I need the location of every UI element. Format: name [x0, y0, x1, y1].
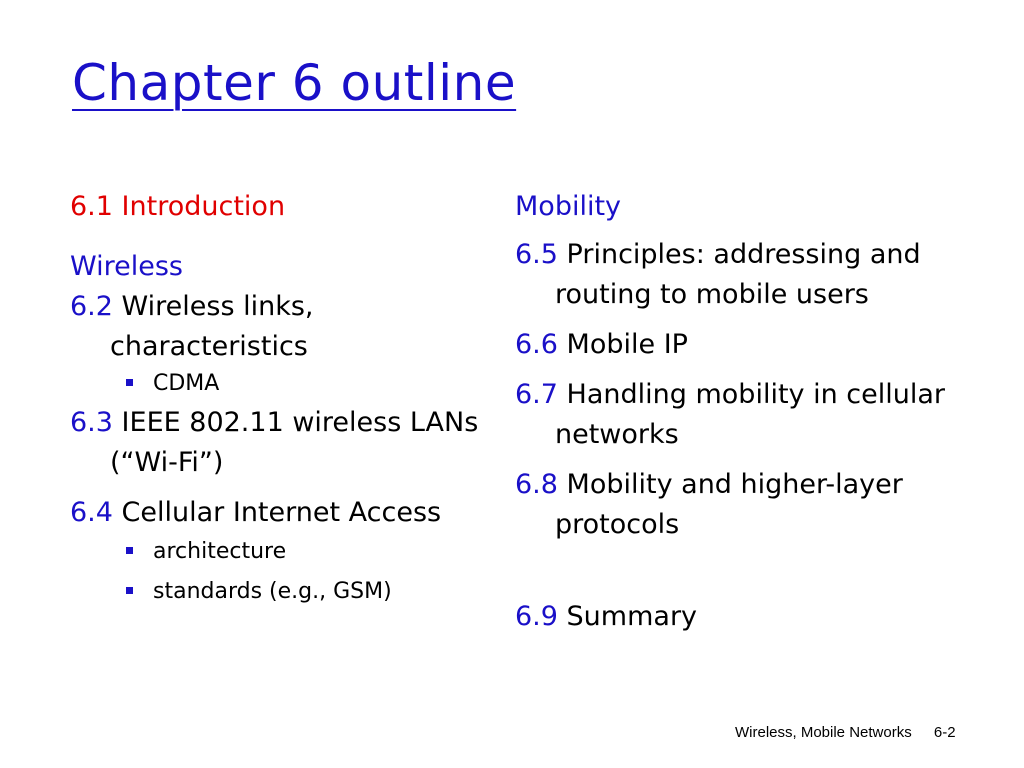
right-column	[515, 187, 985, 637]
section-label: Mobility and higher-layer protocols	[555, 469, 903, 540]
section-6-2	[70, 287, 440, 367]
square-bullet-icon	[126, 587, 133, 594]
section-label: Handling mobility in cellular networks	[555, 379, 946, 450]
section-6-9	[515, 597, 955, 637]
section-label: Principles: addressing and routing to mobile users	[555, 239, 921, 310]
list-item: standards (e.g., GSM)	[70, 577, 490, 607]
section-number: 6.8	[515, 469, 558, 500]
wireless-heading: Wireless	[70, 251, 183, 282]
section-6-6	[515, 325, 975, 365]
section-6-7	[515, 375, 955, 455]
section-number: 6.1	[70, 191, 113, 222]
mobility-heading: Mobility	[515, 191, 622, 222]
list-item: architecture	[70, 537, 490, 567]
slide-footer	[735, 724, 956, 741]
section-number: 6.9	[515, 601, 558, 632]
section-number: 6.6	[515, 329, 558, 360]
slide-title: Chapter 6 outline	[72, 54, 517, 112]
left-column	[70, 187, 490, 607]
section-number: 6.5	[515, 239, 558, 270]
section-6-8	[515, 465, 955, 545]
section-6-5	[515, 235, 975, 315]
section-label: Mobile IP	[566, 329, 688, 360]
list-item: CDMA	[70, 369, 490, 399]
section-6-1	[70, 187, 490, 235]
section-number: 6.3	[70, 407, 113, 438]
section-label: Wireless links, characteristics	[110, 291, 314, 362]
footer-label: Wireless, Mobile Networks	[735, 724, 912, 741]
section-6-3	[70, 403, 530, 483]
section-label: Introduction	[121, 191, 286, 222]
section-number: 6.4	[70, 497, 113, 528]
section-label: Cellular Internet Access	[121, 497, 442, 528]
square-bullet-icon	[126, 547, 133, 554]
section-6-4	[70, 493, 470, 533]
section-number: 6.7	[515, 379, 558, 410]
section-number: 6.2	[70, 291, 113, 322]
square-bullet-icon	[126, 379, 133, 386]
page-number: 6-2	[933, 724, 956, 741]
section-label: IEEE 802.11 wireless LANs (“Wi-Fi”)	[110, 407, 479, 478]
section-label: Summary	[566, 601, 698, 632]
